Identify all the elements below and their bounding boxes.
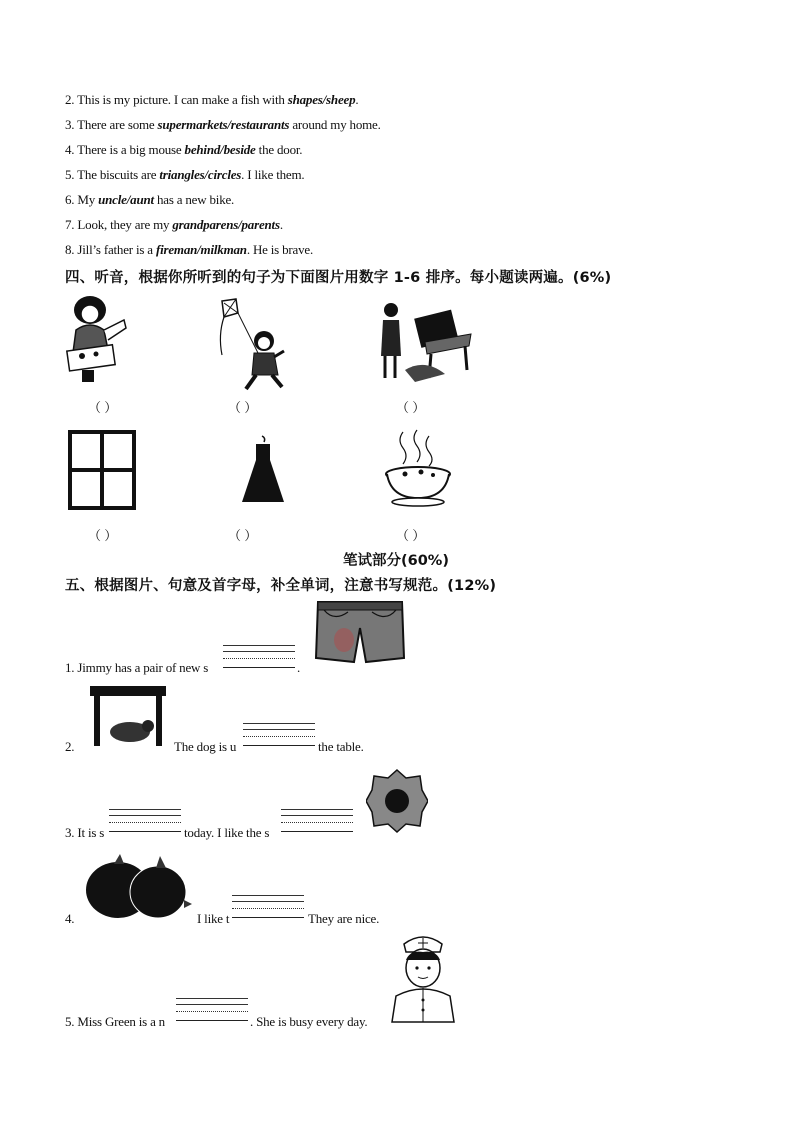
window-picture	[68, 430, 136, 510]
fill-item-4-end: They are nice.	[308, 911, 380, 926]
choice-text-after: .	[279, 217, 283, 232]
woman-and-desk-picture	[375, 298, 475, 384]
choice-number: 5.	[65, 167, 75, 182]
choice-number: 6.	[65, 192, 75, 207]
fill-item-4-text: I like t	[197, 911, 230, 926]
shorts-picture	[314, 598, 406, 670]
choice-text-before: Jill’s father is a	[74, 242, 156, 257]
fill-item-4-num: 4.	[65, 911, 75, 926]
choice-text-after: . I like them.	[241, 167, 305, 182]
dress-picture	[240, 434, 286, 504]
fill-item-2-text: The dog is u	[174, 739, 237, 754]
nurse-picture	[388, 930, 458, 1024]
fill-blank-1[interactable]	[223, 645, 295, 671]
tomatoes-picture	[84, 850, 196, 922]
answer-paren-2[interactable]: （ ）	[228, 400, 258, 415]
choice-number: 7.	[65, 217, 75, 232]
fill-item-5-text: 5. Miss Green is a n	[65, 1014, 165, 1029]
fill-blank-3b[interactable]	[281, 809, 353, 835]
fill-blank-4[interactable]	[232, 895, 304, 921]
choice-options[interactable]: fireman/milkman	[155, 242, 247, 257]
answer-paren-6[interactable]: （ ）	[396, 528, 426, 543]
boy-flying-kite-picture	[212, 295, 292, 393]
choice-item	[65, 142, 302, 158]
choice-options[interactable]: behind/beside	[184, 142, 256, 157]
choice-text-before: My	[74, 192, 99, 207]
answer-paren-3[interactable]: （ ）	[396, 400, 426, 415]
choice-text-before: There are some	[74, 117, 158, 132]
sun-picture	[366, 768, 428, 834]
choice-text-before: This is my picture. I can make a fish with	[74, 92, 288, 107]
choice-text-before: There is a big mouse	[74, 142, 185, 157]
section-4-heading: 四、听音，根据你所听到的句子为下面图片用数字 1-6 排序。每小题读两遍。(6%)	[65, 270, 612, 286]
choice-text-after: .	[355, 92, 359, 107]
choice-item	[65, 117, 381, 133]
choice-item	[65, 192, 234, 208]
choice-options[interactable]: triangles/circles	[159, 167, 242, 182]
fill-item-5-end: . She is busy every day.	[250, 1014, 368, 1029]
choice-item	[65, 167, 304, 183]
answer-paren-4[interactable]: （ ）	[88, 528, 118, 543]
choice-text-after: around my home.	[289, 117, 381, 132]
choice-number: 4.	[65, 142, 75, 157]
table-dog-picture	[88, 684, 168, 748]
choice-options[interactable]: supermarkets/restaurants	[157, 117, 290, 132]
choice-item	[65, 92, 358, 108]
section-5-heading: 五、根据图片、句意及首字母，补全单词，注意书写规范。(12%)	[65, 578, 497, 594]
fill-item-3-text: 3. It is s	[65, 825, 105, 840]
choice-item	[65, 242, 313, 258]
fill-item-1-end: .	[297, 660, 301, 675]
fill-item-2-end: the table.	[318, 739, 364, 754]
choice-text-after: . He is brave.	[246, 242, 313, 257]
choice-text-before: The biscuits are	[74, 167, 160, 182]
choice-number: 2.	[65, 92, 75, 107]
fill-blank-5[interactable]	[176, 998, 248, 1024]
soup-bowl-picture	[383, 428, 453, 508]
fill-item-2-num: 2.	[65, 739, 75, 754]
written-part-label: 笔试部分(60%)	[343, 553, 449, 569]
fill-blank-2[interactable]	[243, 723, 315, 749]
girl-drawing-picture	[62, 290, 132, 390]
choice-number: 8.	[65, 242, 75, 257]
choice-text-before: Look, they are my	[74, 217, 173, 232]
fill-blank-3a[interactable]	[109, 809, 181, 835]
choice-text-after: the door.	[255, 142, 303, 157]
choice-options[interactable]: uncle/aunt	[98, 192, 154, 207]
fill-item-1-text: 1. Jimmy has a pair of new s	[65, 660, 209, 675]
fill-item-3-mid: today. I like the s	[184, 825, 270, 840]
choice-options[interactable]: grandparens/parents	[172, 217, 280, 232]
choice-number: 3.	[65, 117, 75, 132]
answer-paren-5[interactable]: （ ）	[228, 528, 258, 543]
choice-text-after: has a new bike.	[153, 192, 235, 207]
answer-paren-1[interactable]: （ ）	[88, 400, 118, 415]
choice-item	[65, 217, 283, 233]
choice-options[interactable]: shapes/sheep	[287, 92, 356, 107]
